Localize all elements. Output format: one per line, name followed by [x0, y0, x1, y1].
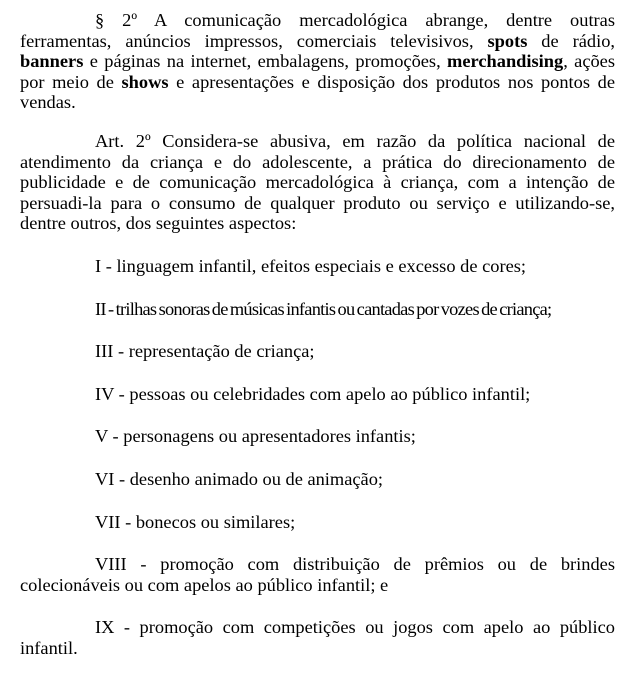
paragraph-2nd-section — [20, 10, 615, 113]
document-page — [20, 10, 615, 658]
list-item-vi: VI - desenho animado ou de animação; — [95, 468, 384, 489]
bold-term-banners: banners — [20, 51, 84, 72]
paragraph-article-2: Art. 2º Considera-se abusiva, em razão da política nacional de atendimento da criança e do adolescente, a prática do direcionamento de publicidade e de comunicação mercadológica à criança, com a intenção de persuadi-la para o consumo de qualquer produto ou serviço e utilizando-se, dentre outros, dos seguintes aspectos: — [20, 130, 615, 234]
paragraph-spacer — [20, 113, 615, 131]
text: e apresentações e disposição dos produtos nos pontos de vendas. — [20, 71, 615, 113]
list-item-vii: VII - bonecos ou similares; — [95, 511, 296, 532]
bold-term-shows: shows — [121, 71, 169, 92]
list-item-v: V - personagens ou apresentadores infantis; — [95, 426, 416, 447]
list-item-i: I - linguagem infantil, efeitos especiais e excesso de cores; — [95, 255, 526, 276]
item-list — [20, 256, 615, 659]
bold-term-merchandising: merchandising — [447, 51, 564, 72]
bold-term-spots: spots — [487, 30, 528, 51]
text: § 2º A comunicação mercadológica abrange, dentre outras ferramentas, anúncios impressos, comerciais televisivos, — [20, 10, 615, 51]
text: de rádio, — [527, 30, 615, 51]
list-item-viii: VIII - promoção com distribuição de prêmios ou de brindes colecionáveis ou com apelos ao público infantil; e — [20, 554, 615, 595]
list-item-iii: III - representação de criança; — [95, 341, 315, 362]
list-item-ii: II - trilhas sonoras de músicas infantis ou cantadas por vozes de criança; — [95, 298, 552, 319]
text: e páginas na internet, embalagens, promoções, — [83, 51, 448, 72]
list-item-iv: IV - pessoas ou celebridades com apelo ao público infantil; — [95, 383, 531, 404]
text: , ações por meio de — [20, 51, 615, 92]
list-item-ix: IX - promoção com competições ou jogos com apelo ao público infantil. — [20, 617, 615, 658]
